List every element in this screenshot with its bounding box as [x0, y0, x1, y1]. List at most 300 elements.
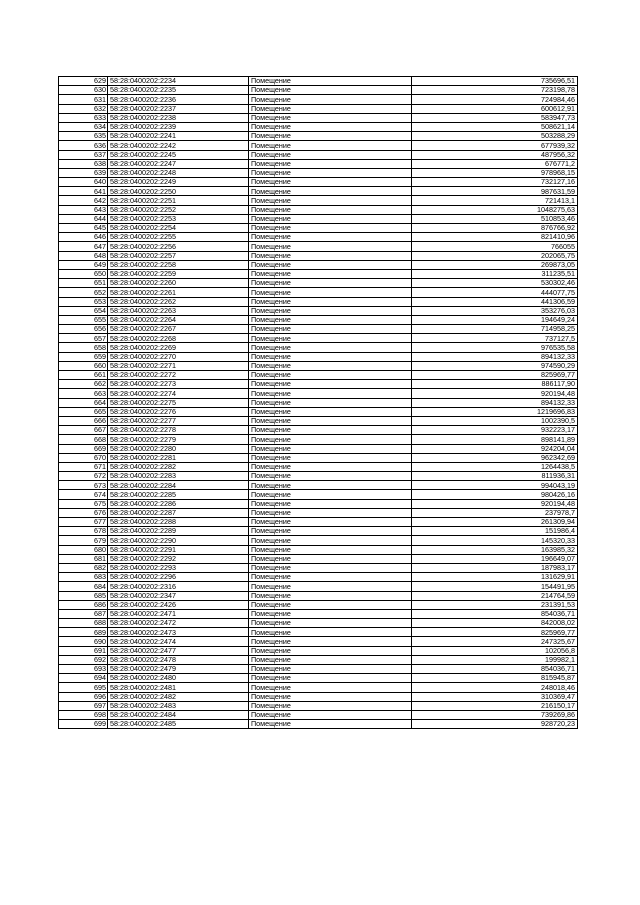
cadastral-value-cell: 1219696,83: [412, 407, 578, 416]
cadastral-value-cell: 677939,32: [412, 141, 578, 150]
object-type-cell: Помещение: [249, 554, 412, 563]
table-row: [59, 619, 578, 628]
table-row: [59, 563, 578, 572]
object-type-cell: Помещение: [249, 407, 412, 416]
object-type-cell: Помещение: [249, 141, 412, 150]
cadastral-number-cell: 58:28:0400202:2274: [108, 389, 249, 398]
cadastral-number-cell: 58:28:0400202:2477: [108, 646, 249, 655]
table-row: [59, 343, 578, 352]
cadastral-number-cell: 58:28:0400202:2269: [108, 343, 249, 352]
cadastral-value-cell: 583947,73: [412, 113, 578, 122]
row-number-cell: 673: [59, 481, 108, 490]
row-number-cell: 697: [59, 701, 108, 710]
cadastral-value-cell: 310369,47: [412, 692, 578, 701]
object-type-cell: Помещение: [249, 224, 412, 233]
cadastral-value-cell: 980426,16: [412, 490, 578, 499]
object-type-cell: Помещение: [249, 426, 412, 435]
table-row: [59, 720, 578, 729]
cadastral-value-cell: 974590,29: [412, 361, 578, 370]
row-number-cell: 653: [59, 297, 108, 306]
cadastral-number-cell: 58:28:0400202:2258: [108, 260, 249, 269]
cadastral-number-cell: 58:28:0400202:2273: [108, 380, 249, 389]
table-row: [59, 527, 578, 536]
object-type-cell: Помещение: [249, 444, 412, 453]
cadastral-value-cell: 987631,59: [412, 187, 578, 196]
cadastral-value-cell: 187983,17: [412, 563, 578, 572]
cadastral-number-cell: 58:28:0400202:2279: [108, 435, 249, 444]
table-row: [59, 178, 578, 187]
table-row: [59, 490, 578, 499]
row-number-cell: 678: [59, 527, 108, 536]
row-number-cell: 635: [59, 132, 108, 141]
cadastral-number-cell: 58:28:0400202:2485: [108, 720, 249, 729]
row-number-cell: 650: [59, 269, 108, 278]
object-type-cell: Помещение: [249, 637, 412, 646]
cadastral-value-cell: 894132,33: [412, 398, 578, 407]
cadastral-value-cell: 202065,75: [412, 251, 578, 260]
table-row: [59, 536, 578, 545]
table-row: [59, 609, 578, 618]
row-number-cell: 695: [59, 683, 108, 692]
object-type-cell: Помещение: [249, 518, 412, 527]
cadastral-number-cell: 58:28:0400202:2262: [108, 297, 249, 306]
row-number-cell: 655: [59, 315, 108, 324]
cadastral-number-cell: 58:28:0400202:2261: [108, 288, 249, 297]
cadastral-number-cell: 58:28:0400202:2480: [108, 674, 249, 683]
row-number-cell: 669: [59, 444, 108, 453]
row-number-cell: 667: [59, 426, 108, 435]
object-type-cell: Помещение: [249, 288, 412, 297]
cadastral-value-cell: 247325,67: [412, 637, 578, 646]
cadastral-number-cell: 58:28:0400202:2474: [108, 637, 249, 646]
cadastral-value-cell: 508621,14: [412, 122, 578, 131]
cadastral-number-cell: 58:28:0400202:2249: [108, 178, 249, 187]
object-type-cell: Помещение: [249, 178, 412, 187]
cadastral-value-cell: 600612,91: [412, 104, 578, 113]
object-type-cell: Помещение: [249, 508, 412, 517]
cadastral-value-cell: 724984,46: [412, 95, 578, 104]
object-type-cell: Помещение: [249, 297, 412, 306]
cadastral-number-cell: 58:28:0400202:2270: [108, 352, 249, 361]
cadastral-value-table: [58, 76, 578, 729]
cadastral-number-cell: 58:28:0400202:2484: [108, 710, 249, 719]
row-number-cell: 668: [59, 435, 108, 444]
cadastral-number-cell: 58:28:0400202:2271: [108, 361, 249, 370]
cadastral-number-cell: 58:28:0400202:2264: [108, 315, 249, 324]
object-type-cell: Помещение: [249, 325, 412, 334]
table-row: [59, 352, 578, 361]
cadastral-number-cell: 58:28:0400202:2241: [108, 132, 249, 141]
cadastral-value-cell: 732127,16: [412, 178, 578, 187]
cadastral-number-cell: 58:28:0400202:2473: [108, 628, 249, 637]
cadastral-value-cell: 825969,77: [412, 628, 578, 637]
cadastral-value-cell: 978968,15: [412, 168, 578, 177]
object-type-cell: Помещение: [249, 104, 412, 113]
cadastral-number-cell: 58:28:0400202:2253: [108, 214, 249, 223]
table-row: [59, 132, 578, 141]
cadastral-number-cell: 58:28:0400202:2285: [108, 490, 249, 499]
cadastral-value-cell: 196649,07: [412, 554, 578, 563]
cadastral-value-cell: 932223,17: [412, 426, 578, 435]
cadastral-value-cell: 248018,46: [412, 683, 578, 692]
table-row: [59, 416, 578, 425]
table-row: [59, 665, 578, 674]
table-row: [59, 371, 578, 380]
table-row: [59, 150, 578, 159]
cadastral-value-cell: 163985,32: [412, 545, 578, 554]
row-number-cell: 685: [59, 591, 108, 600]
cadastral-value-cell: 237978,7: [412, 508, 578, 517]
cadastral-value-cell: 151986,4: [412, 527, 578, 536]
table-row: [59, 453, 578, 462]
object-type-cell: Помещение: [249, 398, 412, 407]
cadastral-value-cell: 676771,2: [412, 159, 578, 168]
table-row: [59, 499, 578, 508]
cadastral-value-cell: 962342,69: [412, 453, 578, 462]
cadastral-value-cell: 487956,32: [412, 150, 578, 159]
cadastral-value-cell: 723198,78: [412, 86, 578, 95]
cadastral-number-cell: 58:28:0400202:2272: [108, 371, 249, 380]
cadastral-value-cell: 994043,19: [412, 481, 578, 490]
table-row: [59, 637, 578, 646]
cadastral-number-cell: 58:28:0400202:2479: [108, 665, 249, 674]
row-number-cell: 634: [59, 122, 108, 131]
row-number-cell: 652: [59, 288, 108, 297]
cadastral-number-cell: 58:28:0400202:2284: [108, 481, 249, 490]
cadastral-value-cell: 1048275,63: [412, 205, 578, 214]
cadastral-number-cell: 58:28:0400202:2293: [108, 563, 249, 572]
row-number-cell: 639: [59, 168, 108, 177]
table-row: [59, 334, 578, 343]
cadastral-value-cell: 102056,8: [412, 646, 578, 655]
table-row: [59, 646, 578, 655]
cadastral-value-cell: 766055: [412, 242, 578, 251]
cadastral-value-cell: 145320,33: [412, 536, 578, 545]
cadastral-value-cell: 444077,75: [412, 288, 578, 297]
cadastral-value-cell: 261309,94: [412, 518, 578, 527]
cadastral-number-cell: 58:28:0400202:2251: [108, 196, 249, 205]
object-type-cell: Помещение: [249, 416, 412, 425]
object-type-cell: Помещение: [249, 187, 412, 196]
table-body: [59, 77, 578, 729]
cadastral-value-cell: 928720,23: [412, 720, 578, 729]
cadastral-number-cell: 58:28:0400202:2248: [108, 168, 249, 177]
cadastral-number-cell: 58:28:0400202:2277: [108, 416, 249, 425]
object-type-cell: Помещение: [249, 701, 412, 710]
object-type-cell: Помещение: [249, 692, 412, 701]
object-type-cell: Помещение: [249, 674, 412, 683]
object-type-cell: Помещение: [249, 609, 412, 618]
table-row: [59, 545, 578, 554]
object-type-cell: Помещение: [249, 122, 412, 131]
cadastral-value-cell: 510853,46: [412, 214, 578, 223]
row-number-cell: 654: [59, 306, 108, 315]
row-number-cell: 644: [59, 214, 108, 223]
cadastral-value-cell: 821410,96: [412, 233, 578, 242]
row-number-cell: 637: [59, 150, 108, 159]
object-type-cell: Помещение: [249, 205, 412, 214]
table-row: [59, 508, 578, 517]
row-number-cell: 657: [59, 334, 108, 343]
cadastral-value-cell: 811936,31: [412, 472, 578, 481]
cadastral-value-cell: 353276,03: [412, 306, 578, 315]
cadastral-value-cell: 269873,05: [412, 260, 578, 269]
object-type-cell: Помещение: [249, 168, 412, 177]
cadastral-value-cell: 154491,95: [412, 582, 578, 591]
object-type-cell: Помещение: [249, 582, 412, 591]
object-type-cell: Помещение: [249, 472, 412, 481]
object-type-cell: Помещение: [249, 159, 412, 168]
object-type-cell: Помещение: [249, 343, 412, 352]
row-number-cell: 658: [59, 343, 108, 352]
table-row: [59, 113, 578, 122]
cadastral-number-cell: 58:28:0400202:2255: [108, 233, 249, 242]
row-number-cell: 692: [59, 655, 108, 664]
row-number-cell: 636: [59, 141, 108, 150]
table-row: [59, 251, 578, 260]
row-number-cell: 684: [59, 582, 108, 591]
row-number-cell: 660: [59, 361, 108, 370]
object-type-cell: Помещение: [249, 710, 412, 719]
row-number-cell: 677: [59, 518, 108, 527]
cadastral-value-cell: 503288,29: [412, 132, 578, 141]
row-number-cell: 672: [59, 472, 108, 481]
row-number-cell: 632: [59, 104, 108, 113]
cadastral-number-cell: 58:28:0400202:2238: [108, 113, 249, 122]
table-row: [59, 600, 578, 609]
table-row: [59, 472, 578, 481]
object-type-cell: Помещение: [249, 655, 412, 664]
object-type-cell: Помещение: [249, 527, 412, 536]
row-number-cell: 686: [59, 600, 108, 609]
object-type-cell: Помещение: [249, 600, 412, 609]
row-number-cell: 645: [59, 224, 108, 233]
object-type-cell: Помещение: [249, 242, 412, 251]
table-row: [59, 159, 578, 168]
row-number-cell: 666: [59, 416, 108, 425]
cadastral-value-cell: 737127,5: [412, 334, 578, 343]
row-number-cell: 630: [59, 86, 108, 95]
table-row: [59, 426, 578, 435]
cadastral-number-cell: 58:28:0400202:2278: [108, 426, 249, 435]
row-number-cell: 646: [59, 233, 108, 242]
table-row: [59, 325, 578, 334]
row-number-cell: 688: [59, 619, 108, 628]
row-number-cell: 690: [59, 637, 108, 646]
object-type-cell: Помещение: [249, 619, 412, 628]
table-row: [59, 168, 578, 177]
table-row: [59, 214, 578, 223]
row-number-cell: 675: [59, 499, 108, 508]
cadastral-value-cell: 924204,04: [412, 444, 578, 453]
table-row: [59, 315, 578, 324]
row-number-cell: 693: [59, 665, 108, 674]
cadastral-number-cell: 58:28:0400202:2282: [108, 462, 249, 471]
cadastral-number-cell: 58:28:0400202:2276: [108, 407, 249, 416]
cadastral-value-cell: 194649,24: [412, 315, 578, 324]
row-number-cell: 656: [59, 325, 108, 334]
object-type-cell: Помещение: [249, 380, 412, 389]
table-row: [59, 518, 578, 527]
object-type-cell: Помещение: [249, 573, 412, 582]
object-type-cell: Помещение: [249, 683, 412, 692]
cadastral-value-cell: 825969,77: [412, 371, 578, 380]
cadastral-number-cell: 58:28:0400202:2481: [108, 683, 249, 692]
cadastral-value-cell: 735696,51: [412, 77, 578, 86]
table-row: [59, 481, 578, 490]
table-row: [59, 288, 578, 297]
cadastral-number-cell: 58:28:0400202:2260: [108, 279, 249, 288]
cadastral-number-cell: 58:28:0400202:2268: [108, 334, 249, 343]
cadastral-number-cell: 58:28:0400202:2245: [108, 150, 249, 159]
object-type-cell: Помещение: [249, 536, 412, 545]
table-row: [59, 297, 578, 306]
row-number-cell: 698: [59, 710, 108, 719]
cadastral-value-cell: 854036,71: [412, 609, 578, 618]
table-row: [59, 233, 578, 242]
row-number-cell: 661: [59, 371, 108, 380]
row-number-cell: 642: [59, 196, 108, 205]
row-number-cell: 633: [59, 113, 108, 122]
table-row: [59, 242, 578, 251]
table-row: [59, 582, 578, 591]
object-type-cell: Помещение: [249, 665, 412, 674]
object-type-cell: Помещение: [249, 646, 412, 655]
row-number-cell: 648: [59, 251, 108, 260]
object-type-cell: Помещение: [249, 481, 412, 490]
cadastral-number-cell: 58:28:0400202:2283: [108, 472, 249, 481]
row-number-cell: 694: [59, 674, 108, 683]
cadastral-number-cell: 58:28:0400202:2267: [108, 325, 249, 334]
cadastral-number-cell: 58:28:0400202:2250: [108, 187, 249, 196]
row-number-cell: 670: [59, 453, 108, 462]
table-row: [59, 591, 578, 600]
cadastral-value-cell: 815945,87: [412, 674, 578, 683]
row-number-cell: 640: [59, 178, 108, 187]
cadastral-number-cell: 58:28:0400202:2286: [108, 499, 249, 508]
row-number-cell: 643: [59, 205, 108, 214]
object-type-cell: Помещение: [249, 545, 412, 554]
row-number-cell: 676: [59, 508, 108, 517]
cadastral-value-cell: 714958,25: [412, 325, 578, 334]
cadastral-value-cell: 231391,53: [412, 600, 578, 609]
object-type-cell: Помещение: [249, 499, 412, 508]
table-row: [59, 674, 578, 683]
cadastral-number-cell: 58:28:0400202:2287: [108, 508, 249, 517]
cadastral-number-cell: 58:28:0400202:2291: [108, 545, 249, 554]
object-type-cell: Помещение: [249, 628, 412, 637]
table-row: [59, 361, 578, 370]
table-row: [59, 435, 578, 444]
object-type-cell: Помещение: [249, 132, 412, 141]
cadastral-number-cell: 58:28:0400202:2280: [108, 444, 249, 453]
row-number-cell: 674: [59, 490, 108, 499]
cadastral-number-cell: 58:28:0400202:2234: [108, 77, 249, 86]
cadastral-number-cell: 58:28:0400202:2239: [108, 122, 249, 131]
row-number-cell: 679: [59, 536, 108, 545]
row-number-cell: 681: [59, 554, 108, 563]
object-type-cell: Помещение: [249, 591, 412, 600]
row-number-cell: 699: [59, 720, 108, 729]
object-type-cell: Помещение: [249, 113, 412, 122]
row-number-cell: 659: [59, 352, 108, 361]
object-type-cell: Помещение: [249, 95, 412, 104]
table-row: [59, 710, 578, 719]
row-number-cell: 663: [59, 389, 108, 398]
object-type-cell: Помещение: [249, 77, 412, 86]
table-row: [59, 407, 578, 416]
object-type-cell: Помещение: [249, 86, 412, 95]
row-number-cell: 629: [59, 77, 108, 86]
object-type-cell: Помещение: [249, 352, 412, 361]
cadastral-number-cell: 58:28:0400202:2347: [108, 591, 249, 600]
object-type-cell: Помещение: [249, 334, 412, 343]
row-number-cell: 664: [59, 398, 108, 407]
cadastral-number-cell: 58:28:0400202:2472: [108, 619, 249, 628]
table-row: [59, 95, 578, 104]
cadastral-number-cell: 58:28:0400202:2242: [108, 141, 249, 150]
object-type-cell: Помещение: [249, 279, 412, 288]
cadastral-number-cell: 58:28:0400202:2292: [108, 554, 249, 563]
table-row: [59, 462, 578, 471]
cadastral-value-cell: 216150,17: [412, 701, 578, 710]
table-row: [59, 380, 578, 389]
object-type-cell: Помещение: [249, 563, 412, 572]
object-type-cell: Помещение: [249, 462, 412, 471]
cadastral-number-cell: 58:28:0400202:2316: [108, 582, 249, 591]
table-row: [59, 141, 578, 150]
cadastral-value-cell: 131629,91: [412, 573, 578, 582]
cadastral-value-cell: 898141,89: [412, 435, 578, 444]
table-row: [59, 398, 578, 407]
object-type-cell: Помещение: [249, 490, 412, 499]
cadastral-number-cell: 58:28:0400202:2296: [108, 573, 249, 582]
object-type-cell: Помещение: [249, 260, 412, 269]
row-number-cell: 662: [59, 380, 108, 389]
cadastral-number-cell: 58:28:0400202:2471: [108, 609, 249, 618]
object-type-cell: Помещение: [249, 361, 412, 370]
object-type-cell: Помещение: [249, 233, 412, 242]
row-number-cell: 671: [59, 462, 108, 471]
cadastral-number-cell: 58:28:0400202:2252: [108, 205, 249, 214]
row-number-cell: 682: [59, 563, 108, 572]
row-number-cell: 691: [59, 646, 108, 655]
cadastral-number-cell: 58:28:0400202:2289: [108, 527, 249, 536]
row-number-cell: 680: [59, 545, 108, 554]
table-row: [59, 655, 578, 664]
cadastral-value-cell: 1264438,5: [412, 462, 578, 471]
row-number-cell: 631: [59, 95, 108, 104]
cadastral-value-cell: 721413,1: [412, 196, 578, 205]
cadastral-number-cell: 58:28:0400202:2257: [108, 251, 249, 260]
table-row: [59, 573, 578, 582]
object-type-cell: Помещение: [249, 251, 412, 260]
cadastral-number-cell: 58:28:0400202:2275: [108, 398, 249, 407]
cadastral-number-cell: 58:28:0400202:2236: [108, 95, 249, 104]
table-row: [59, 77, 578, 86]
cadastral-number-cell: 58:28:0400202:2483: [108, 701, 249, 710]
table-row: [59, 306, 578, 315]
table-row: [59, 269, 578, 278]
cadastral-value-cell: 976535,58: [412, 343, 578, 352]
object-type-cell: Помещение: [249, 371, 412, 380]
cadastral-value-cell: 886117,90: [412, 380, 578, 389]
table-row: [59, 554, 578, 563]
cadastral-number-cell: 58:28:0400202:2478: [108, 655, 249, 664]
cadastral-value-cell: 920194,48: [412, 389, 578, 398]
row-number-cell: 651: [59, 279, 108, 288]
object-type-cell: Помещение: [249, 389, 412, 398]
